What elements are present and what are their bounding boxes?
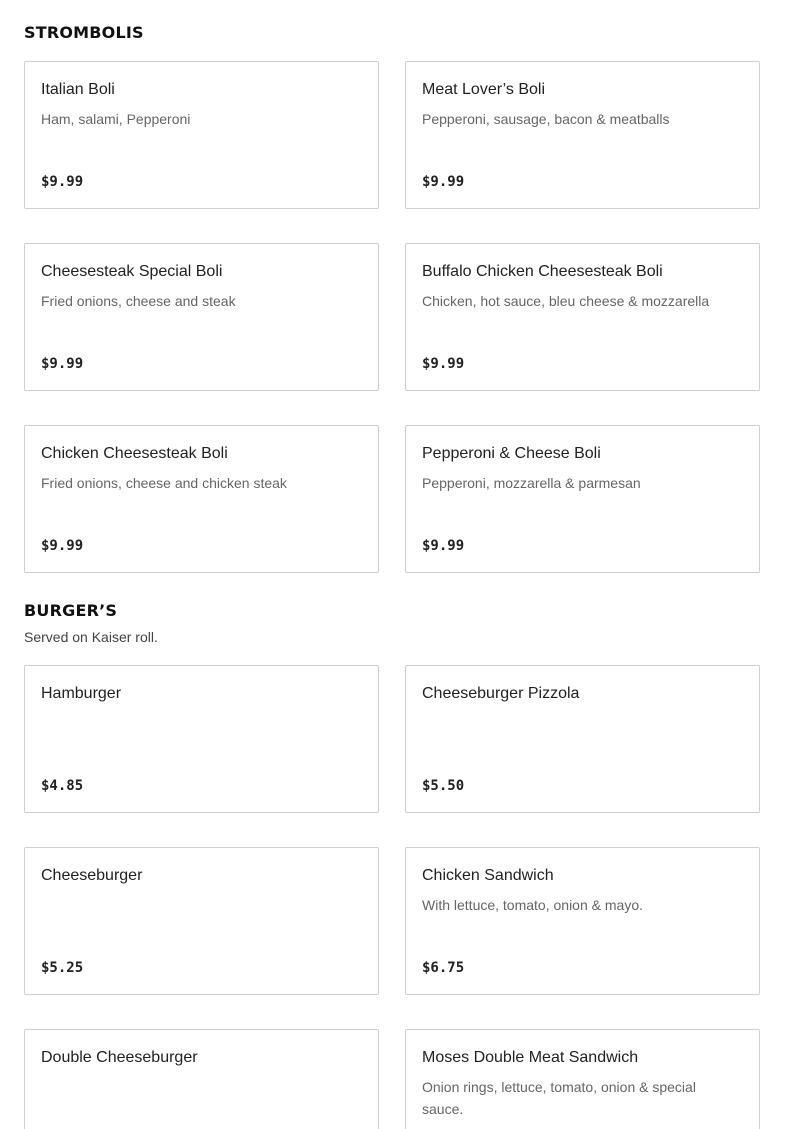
menu-item-name: Cheeseburger Pizzola (422, 685, 580, 702)
menu-item-name: Pepperoni & Cheese Boli (422, 445, 601, 462)
menu-item-card[interactable] (24, 425, 379, 573)
section-title-burgers: BURGER’S (24, 601, 118, 620)
menu-item-price: $6.75 (422, 960, 465, 976)
section-subtitle: Served on Kaiser roll. (24, 629, 158, 645)
menu-item-name: Buffalo Chicken Cheesesteak Boli (422, 263, 663, 280)
menu-item-name: Chicken Cheesesteak Boli (41, 445, 228, 462)
menu-item-price: $9.99 (422, 538, 465, 554)
menu-item-name: Meat Lover’s Boli (422, 81, 546, 98)
menu-item-name: Cheesesteak Special Boli (41, 263, 223, 280)
section-title-strombolis: STROMBOLIS (24, 23, 144, 42)
menu-item-card[interactable] (24, 61, 379, 209)
menu-item-description: Chicken, hot sauce, bleu cheese & mozzarella (422, 293, 710, 309)
menu-item-card[interactable] (24, 243, 379, 391)
menu-item-description: Pepperoni, mozzarella & parmesan (422, 475, 641, 491)
menu-item-description: Ham, salami, Pepperoni (41, 111, 191, 127)
menu-item-name: Chicken Sandwich (422, 867, 554, 884)
menu-item-price: $5.25 (41, 960, 84, 976)
menu-item-card[interactable] (405, 61, 760, 209)
menu-item-price: $9.99 (422, 174, 465, 190)
menu-item-card[interactable] (24, 847, 379, 995)
menu-item-card[interactable] (405, 665, 760, 813)
menu-item-price: $9.99 (41, 356, 84, 372)
menu-item-price: $4.85 (41, 778, 84, 794)
menu-item-name: Hamburger (41, 685, 122, 702)
menu-item-description: Fried onions, cheese and steak (41, 293, 236, 309)
menu-item-card[interactable] (405, 1029, 760, 1129)
menu-item-card[interactable] (405, 243, 760, 391)
menu-item-price: $5.50 (422, 778, 465, 794)
menu-item-price: $9.99 (41, 538, 84, 554)
menu-item-description: Pepperoni, sausage, bacon & meatballs (422, 111, 670, 127)
menu-item-description: Fried onions, cheese and chicken steak (41, 475, 287, 491)
menu-item-card[interactable] (24, 1029, 379, 1129)
menu-item-card[interactable] (24, 665, 379, 813)
menu-item-description: With lettuce, tomato, onion & mayo. (422, 897, 643, 913)
menu-item-name: Cheeseburger (41, 867, 143, 884)
menu-item-name: Double Cheeseburger (41, 1049, 198, 1066)
menu-item-price: $9.99 (422, 356, 465, 372)
menu-item-price: $9.99 (41, 174, 84, 190)
menu-item-card[interactable] (405, 425, 760, 573)
menu-item-name: Italian Boli (41, 81, 115, 98)
menu-item-description: Onion rings, lettuce, tomato, onion & special sauce. (422, 1079, 696, 1117)
menu-item-card[interactable] (405, 847, 760, 995)
menu-item-name: Moses Double Meat Sandwich (422, 1049, 639, 1066)
